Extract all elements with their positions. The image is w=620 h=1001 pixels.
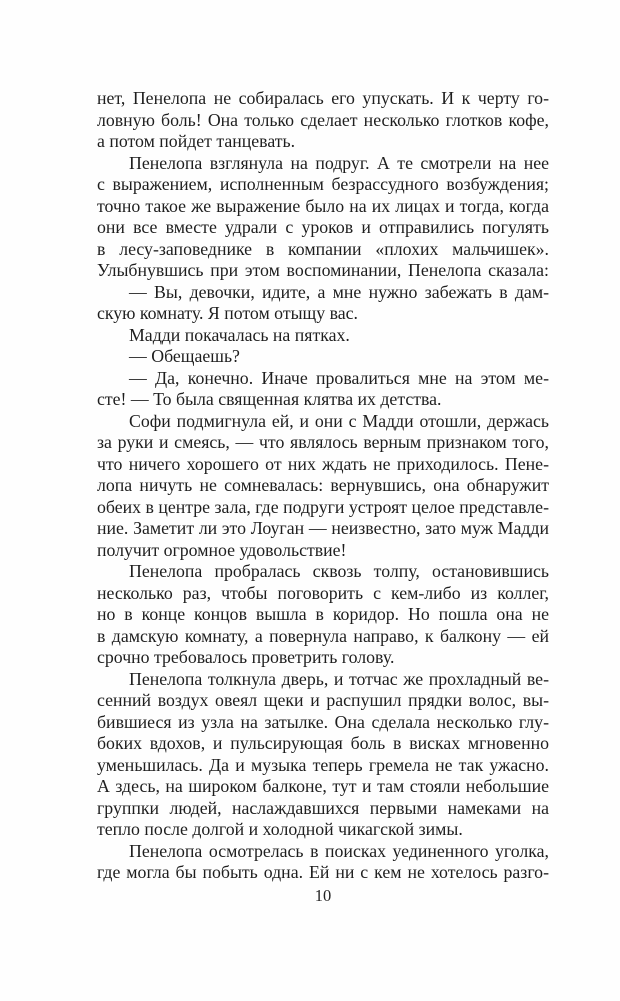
text-line: бившиеся из узла на затылке. Она сделала несколько глу- [97,711,549,732]
text-line: ловную боль! Она только сделает несколько глотков кофе, [97,109,549,130]
text-line: — Вы, девочки, идите, а мне нужно забежать в дам- [129,281,549,302]
text-line: с выражением, исполненным безрассудного возбуждения; [97,174,549,194]
text-line: Пенелопа осмотрелась в поисках уединенного уголка, [129,840,549,861]
text-line: группки людей, наслаждавшихся первыми намеками на [97,797,549,818]
text-line: А здесь, на широком балконе, тут и там стояли небольшие [97,776,549,796]
text-line: несколько раз, чтобы поговорить с кем-либо из коллег, [97,582,549,603]
text-line: уменьшилась. Да и музыка теперь гремела не так ужасно. [97,754,549,775]
text-line: сте! — То была священная клятва их детства. [97,389,442,409]
text-line: — Да, конечно. Иначе провалиться мне на этом ме- [129,367,549,388]
text-line: а потом пойдет танцевать. [97,131,296,151]
text-line: Пенелопа пробралась сквозь толпу, остановившись [129,561,549,581]
text-line: Улыбнувшись при этом воспоминании, Пенелопа сказала: [97,260,549,280]
text-line: тепло после долгой и холодной чикагской зимы. [97,819,463,839]
page-text-block [97,88,549,884]
text-line: точно такое же выражение было на их лицах и тогда, когда [97,195,549,216]
text-line: Пенелопа взглянула на подруг. А те смотрели на нее [129,152,549,173]
text-line: они все вместе удрали с уроков и отправились погулять [97,217,549,237]
text-line: где могла бы побыть одна. Ей ни с кем не хотелось разго- [97,862,549,882]
text-line: боких вдохов, и пульсирующая боль в висках мгновенно [97,733,549,753]
text-line: Софи подмигнула ей, и они с Мадди отошли, держась [129,410,549,431]
text-line: лопа ничуть не сомневалась: вернувшись, она обнаружит [97,475,549,495]
text-line: в лесу-заповеднике в компании «плохих мальчишек». [97,238,549,259]
text-line: но в конце концов вышла в коридор. Но пошла она не [97,604,549,624]
text-line: срочно требовалось проветрить голову. [97,647,395,667]
text-line: что ничего хорошего от них ждать не приходилось. Пене- [97,453,549,474]
text-line: за руки и смеясь, — что являлось верным признаком того, [97,432,549,452]
text-line: нет, Пенелопа не собиралась его упускать. И к черту го- [97,88,549,108]
text-line: Мадди покачалась на пятках. [129,324,350,345]
page-number: 10 [314,886,332,905]
text-line: — Обещаешь? [129,346,240,366]
text-line: сенний воздух овеял щеки и распушил прядки волос, вы- [97,690,549,710]
text-line: в дамскую комнату, а повернула направо, к балкону — ей [97,625,549,646]
text-line: скую комнату. Я потом отыщу вас. [97,303,358,323]
text-line: Пенелопа толкнула дверь, и тотчас же прохладный ве- [129,668,549,689]
text-line: ние. Заметит ли это Лоуган — неизвестно, зато муж Мадди [97,518,549,538]
text-line: обеих в центре зала, где подруги устроят целое представле- [97,496,549,517]
text-line: получит огромное удовольствие! [97,539,347,560]
